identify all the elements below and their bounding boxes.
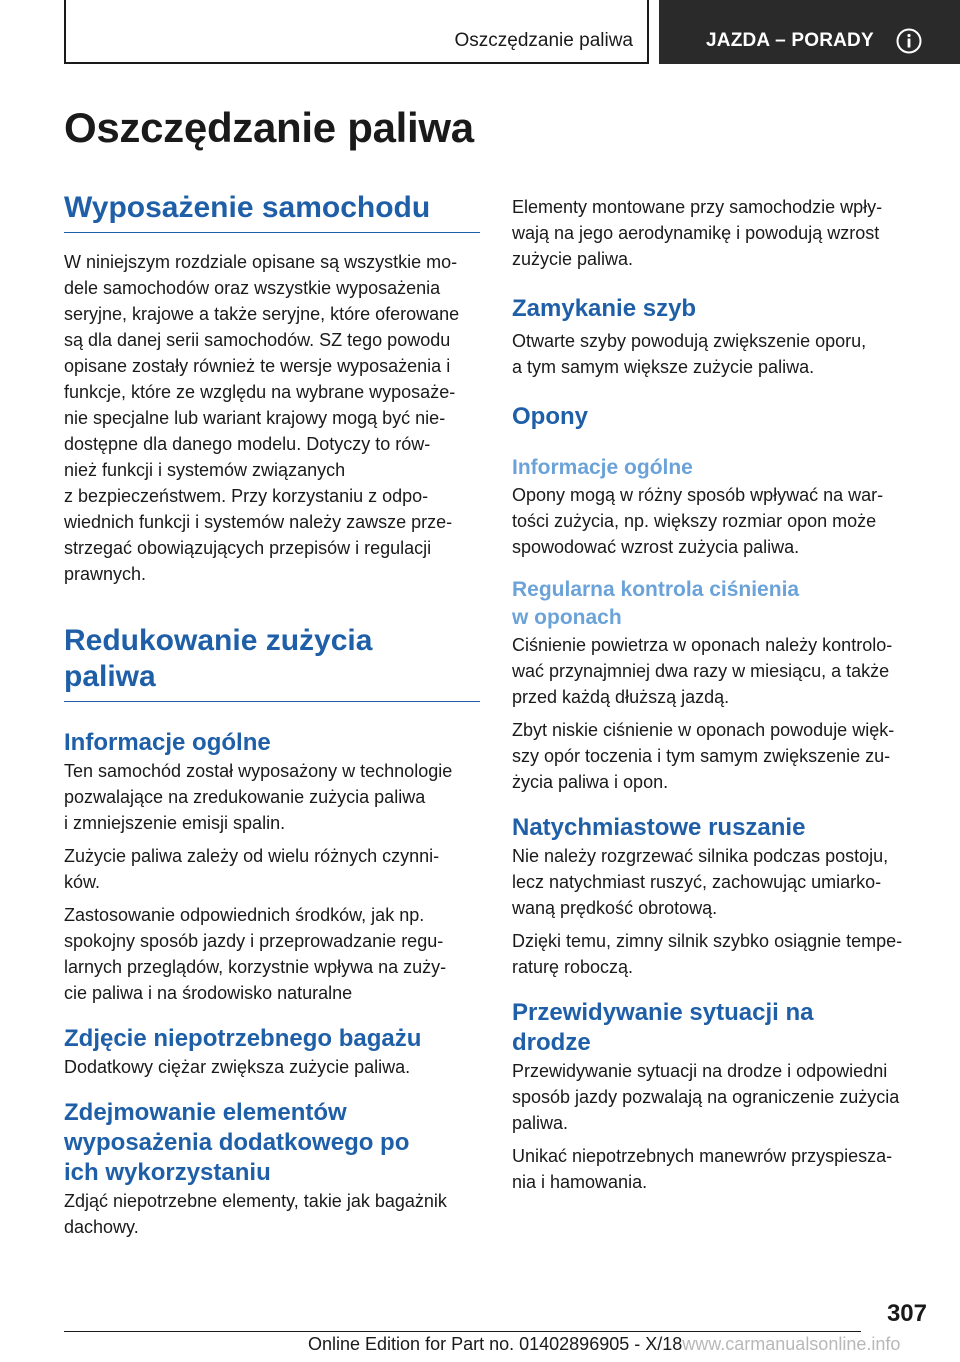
heading-redukowanie [64,623,480,702]
paragraph-kontrola-2 [512,717,928,795]
text-line: Zastosowanie odpowiednich środków, jak np. [64,905,425,925]
paragraph-przewidywanie-2 [512,1143,928,1195]
footer-edition-text: Online Edition for Part no. 01402896905 - X/18 [308,1334,683,1354]
paragraph-info-3 [64,902,480,1006]
paragraph-info-1 [64,758,480,836]
footer-edition [308,1334,900,1355]
text-line: życia paliwa i opon. [512,772,669,792]
paragraph-bagaz: Dodatkowy ciężar zwiększa zużycie paliwa. [64,1057,411,1077]
text-line: opisane zostały również te wersje wyposażenia i [64,356,451,376]
text-line: dachowy. [64,1217,139,1237]
paragraph-opony-info [512,482,928,560]
text-line: w oponach [512,606,622,629]
text-line: Ten samochód został wyposażony w technologie [64,761,453,781]
text-line: Zdjąć niepotrzebne elementy, takie jak bagażnik [64,1191,447,1211]
header-chapter-box [659,0,960,64]
heading-opony-info: Informacje ogólne [512,456,693,479]
footer-brand-watermark: www.carmanualsonline.info [682,1334,901,1354]
paragraph-kontrola-1 [512,632,928,710]
info-icon [895,27,923,55]
paragraph-wyposazenie [64,249,480,587]
text-line: Ciśnienie powietrza w oponach należy kontrolo- [512,635,893,655]
text-line: W niniejszym rozdziale opisane są wszystkie mo- [64,252,458,272]
heading-informacje-ogolne: Informacje ogólne [64,729,271,756]
text-line: Zużycie paliwa zależy od wielu różnych czynni- [64,846,440,866]
heading-zdejmowanie [64,1098,480,1188]
text-line: Elementy montowane przy samochodzie wpły- [512,197,883,217]
heading-natychmiastowe-ruszanie: Natychmiastowe ruszanie [512,814,806,841]
footer-divider [64,1331,861,1332]
header-section-title: Oszczędzanie paliwa [454,30,633,51]
text-line: Zdejmowanie elementów [64,1099,347,1126]
left-column [64,190,480,1247]
heading-przewidywanie [512,998,928,1058]
text-line: tości zużycia, np. większy rozmiar opon może [512,511,877,531]
text-line: spowodować wzrost zużycia paliwa. [512,537,800,557]
paragraph-przewidywanie-1 [512,1058,928,1136]
text-line: Zbyt niskie ciśnienie w oponach powoduje więk- [512,720,895,740]
text-line: spokojny sposób jazdy i przeprowadzanie regu- [64,931,444,951]
paragraph-ruszanie-2 [512,928,928,980]
heading-bagaz: Zdjęcie niepotrzebnego bagażu [64,1025,422,1052]
text-line: drodze [512,1029,591,1056]
text-line: Unikać niepotrzebnych manewrów przyspiesza- [512,1146,893,1166]
text-line: są dla danej serii samochodów. SZ tego powodu [64,330,451,350]
right-column [512,194,928,1202]
text-line: lecz natychmiast ruszyć, zachowując umiarko- [512,872,882,892]
paragraph-intro [512,194,928,272]
text-line: wyposażenia dodatkowego po [64,1129,410,1156]
text-line: seryjne, krajowe a także seryjne, które oferowane [64,304,460,324]
text-line: a tym samym większe zużycie paliwa. [512,357,815,377]
text-line: paliwa [64,660,156,693]
text-line: dele samochodów oraz wszystkie wyposażenia [64,278,441,298]
text-line: szy opór toczenia i tym samym zwiększenie zu- [512,746,891,766]
paragraph-zdejmowanie [64,1188,480,1240]
text-line: wiednich funkcji i systemów należy zawsze prze- [64,512,453,532]
paragraph-info-2 [64,843,480,895]
text-line: zużycie paliwa. [512,249,634,269]
text-line: prawnych. [64,564,147,584]
text-line: funkcje, które ze względu na wybrane wyposaże- [64,382,456,402]
text-line: nie specjalne lub wariant krajowy mogą być nie- [64,408,446,428]
text-line: cie paliwa i na środowisko naturalne [64,983,353,1003]
text-line: wają na jego aerodynamikę i powodują wzrost [512,223,880,243]
text-line: ich wykorzystaniu [64,1159,271,1186]
text-line: strzegać obowiązujących przepisów i regulacji [64,538,432,558]
header-chapter-title: JAZDA – PORADY [706,30,874,51]
text-line: z bezpieczeństwem. Przy korzystaniu z odpo- [64,486,429,506]
text-line: wać przynajmniej dwa razy w miesiącu, a także [512,661,890,681]
heading-kontrola-cisnienia [512,576,928,632]
text-line: waną prędkość obrotową. [512,898,718,918]
page-number: 307 [886,1300,927,1327]
text-line: i zmniejszenie emisji spalin. [64,813,286,833]
heading-zamykanie-szyb: Zamykanie szyb [512,295,697,322]
text-line: Przewidywanie sytuacji na [512,999,814,1026]
text-line: nia i hamowania. [512,1172,648,1192]
text-line: Opony mogą w różny sposób wpływać na war- [512,485,884,505]
text-line: sposób jazdy pozwalają na ograniczenie zużycia [512,1087,900,1107]
text-line: dostępne dla danego modelu. Dotyczy to rów- [64,434,431,454]
text-line: przed każdą dłuższą jazdą. [512,687,730,707]
text-line: Dzięki temu, zimny silnik szybko osiągnie tempe- [512,931,903,951]
heading-opony: Opony [512,403,588,430]
text-line: pozwalające na zredukowanie zużycia paliwa [64,787,426,807]
text-line: Redukowanie zużycia [64,624,373,657]
text-line: Regularna kontrola ciśnienia [512,578,800,601]
text-line: Otwarte szyby powodują zwiększenie oporu, [512,331,867,351]
text-line: ków. [64,872,101,892]
text-line: paliwa. [512,1113,569,1133]
heading-wyposazenie: Wyposażenie samochodu [64,190,480,233]
header-section-box [64,0,649,64]
text-line: Nie należy rozgrzewać silnika podczas postoju, [512,846,889,866]
text-line: larnych przeglądów, korzystnie wpływa na zuży- [64,957,447,977]
text-line: nież funkcji i systemów związanych [64,460,346,480]
text-line: Przewidywanie sytuacji na drodze i odpowiedni [512,1061,888,1081]
text-line: raturę roboczą. [512,957,634,977]
paragraph-szyby [512,328,928,380]
paragraph-ruszanie-1 [512,843,928,921]
page-title: Oszczędzanie paliwa [64,104,474,151]
